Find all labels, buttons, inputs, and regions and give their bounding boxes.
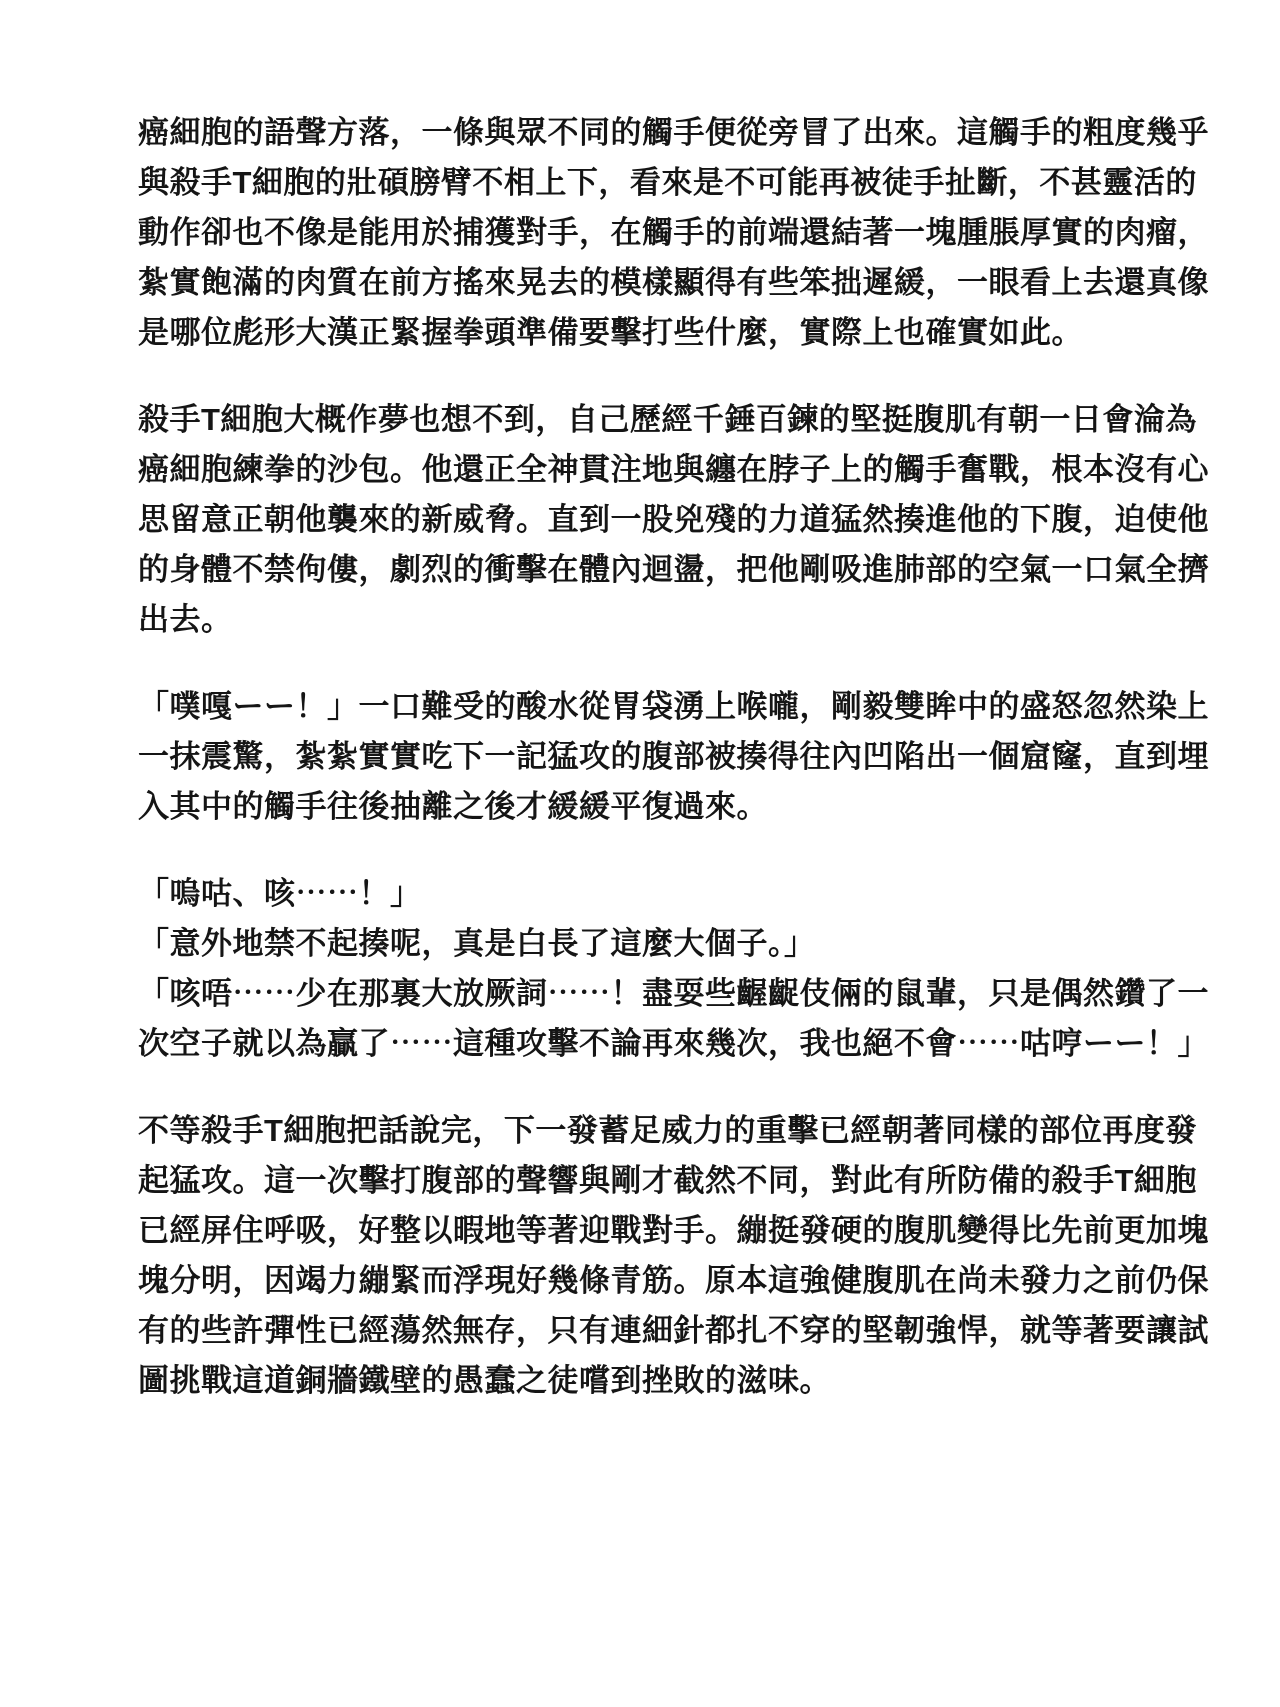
text-line: 塊分明，因竭力繃緊而浮現好幾條青筋。原本這強健腹肌在尚未發力之前仍保 (138, 1263, 1209, 1298)
text-line: 紮實飽滿的肉質在前方搖來晃去的模樣顯得有些笨拙遲緩，一眼看上去還真像 (138, 265, 1209, 300)
text-line: 不等殺手T細胞把話說完，下一發蓄足威力的重擊已經朝著同樣的部位再度發 (138, 1113, 1197, 1148)
paragraph-5-narration (138, 1106, 1209, 1406)
text-line: 已經屏住呼吸，好整以暇地等著迎戰對手。繃挺發硬的腹肌變得比先前更加塊 (138, 1213, 1209, 1248)
text-content (138, 108, 1209, 1406)
text-line: 與殺手T細胞的壯碩膀臂不相上下，看來是不可能再被徒手扯斷，不甚靈活的 (138, 165, 1197, 200)
text-line: 「意外地禁不起揍呢，真是白長了這麼大個子。」 (138, 926, 816, 961)
text-line: 圖挑戰這道銅牆鐵壁的愚蠢之徒嚐到挫敗的滋味。 (138, 1363, 831, 1398)
text-line: 次空子就以為贏了⋯⋯這種攻擊不論再來幾次，我也絕不會⋯⋯咕哼ーー！」 (138, 1026, 1209, 1061)
text-line: 入其中的觸手往後抽離之後才緩緩平復過來。 (138, 789, 768, 824)
paragraph-1-narration (138, 108, 1209, 358)
paragraph-4-dialogue (138, 869, 1209, 1069)
text-line: 起猛攻。這一次擊打腹部的聲響與剛才截然不同，對此有所防備的殺手T細胞 (138, 1163, 1197, 1198)
text-line: 癌細胞練拳的沙包。他還正全神貫注地與纏在脖子上的觸手奮戰，根本沒有心 (138, 452, 1209, 487)
text-line: 「噗嘎ーー！」一口難受的酸水從胃袋湧上喉嚨，剛毅雙眸中的盛怒忽然染上 (138, 689, 1209, 724)
text-line: 一抹震驚，紮紮實實吃下一記猛攻的腹部被揍得往內凹陷出一個窟窿，直到埋 (138, 739, 1209, 774)
text-line: 是哪位彪形大漢正緊握拳頭準備要擊打些什麼，實際上也確實如此。 (138, 315, 1083, 350)
text-line: 「咳唔⋯⋯少在那裏大放厥詞⋯⋯！盡耍些齷齪伎倆的鼠輩，只是偶然鑽了一 (138, 976, 1209, 1011)
text-line: 「嗚咕、咳⋯⋯！」 (138, 876, 422, 911)
text-line: 有的些許彈性已經蕩然無存，只有連細針都扎不穿的堅韌強悍，就等著要讓試 (138, 1313, 1209, 1348)
paragraph-2-narration (138, 395, 1209, 645)
text-line: 的身體不禁佝僂，劇烈的衝擊在體內迴盪，把他剛吸進肺部的空氣一口氣全擠 (138, 552, 1209, 587)
text-line: 殺手T細胞大概作夢也想不到，自己歷經千錘百鍊的堅挺腹肌有朝一日會淪為 (138, 402, 1197, 437)
text-line: 癌細胞的語聲方落，一條與眾不同的觸手便從旁冒了出來。這觸手的粗度幾乎 (138, 115, 1209, 150)
text-line: 思留意正朝他襲來的新威脅。直到一股兇殘的力道猛然揍進他的下腹，迫使他 (138, 502, 1209, 537)
text-line: 出去。 (138, 602, 233, 637)
paragraph-3-narration (138, 682, 1209, 832)
text-line: 動作卻也不像是能用於捕獲對手，在觸手的前端還結著一塊腫脹厚實的肉瘤， (138, 215, 1209, 250)
